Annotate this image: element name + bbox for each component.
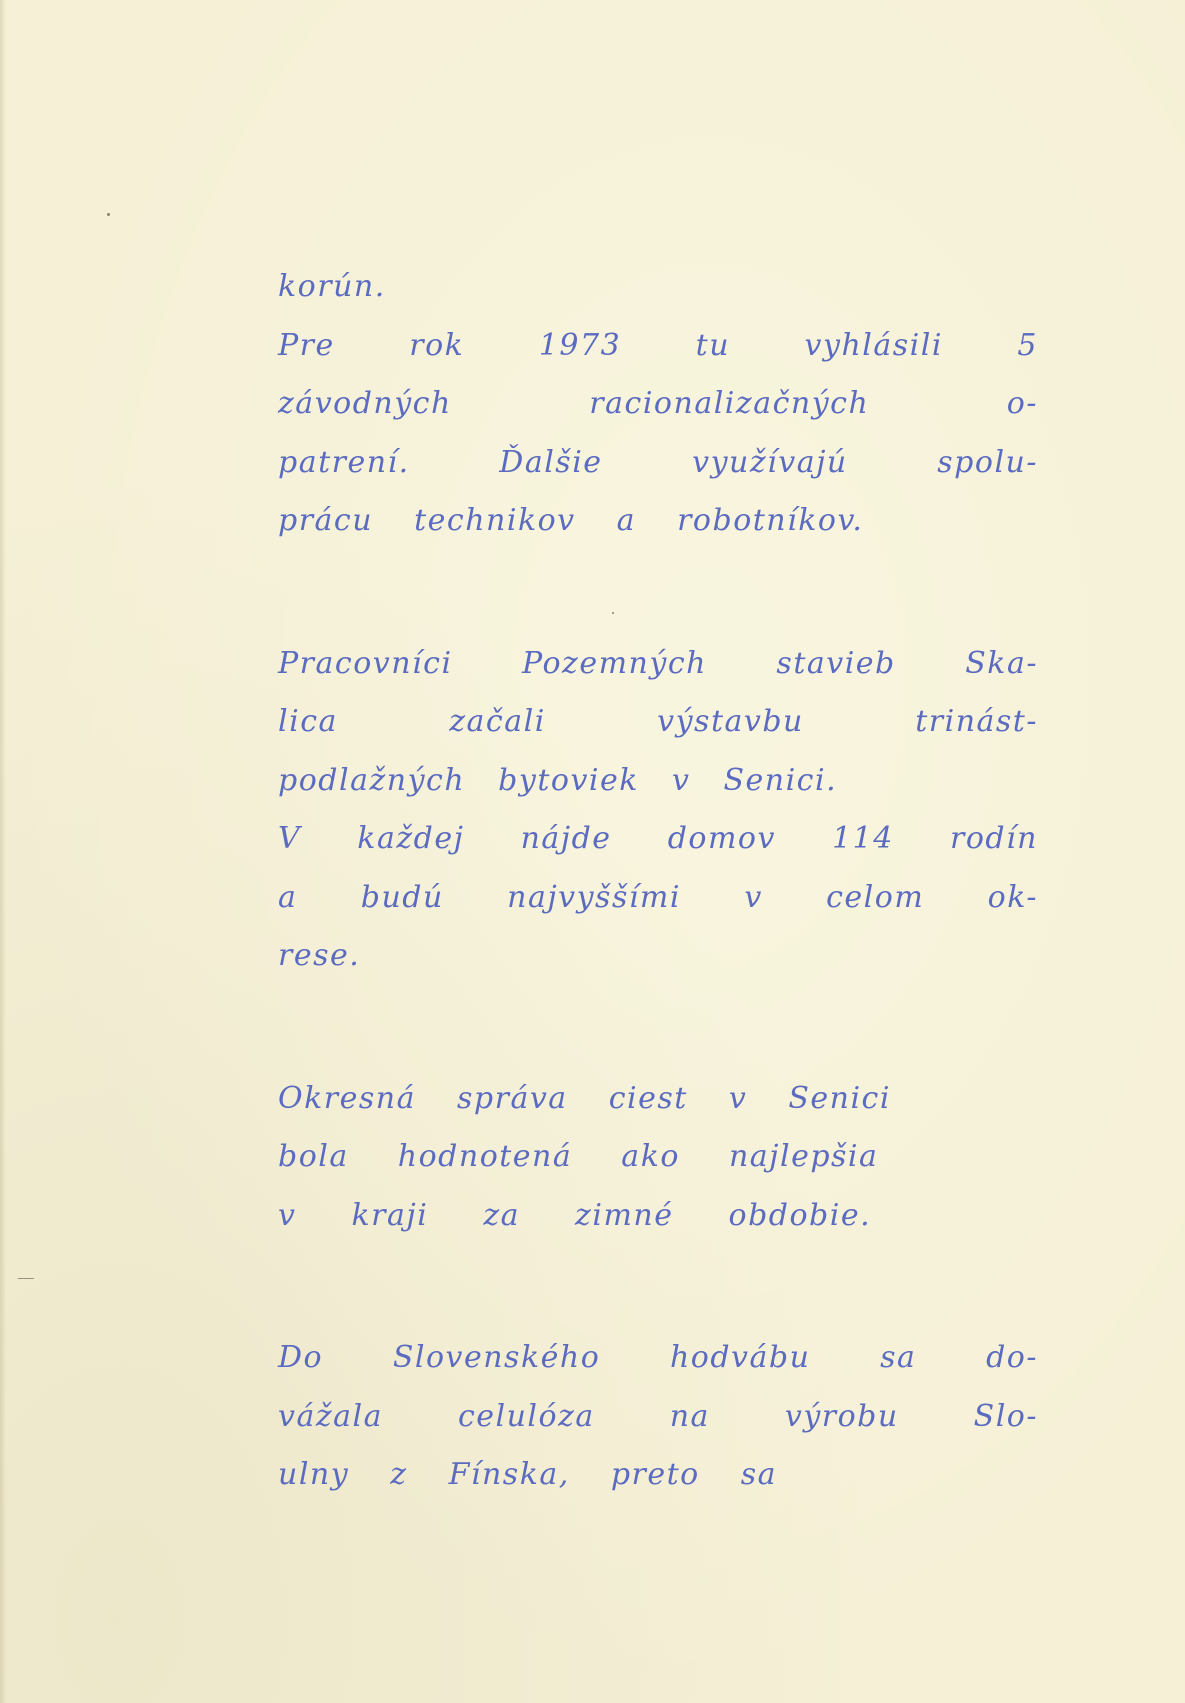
text-line: Pracovníci Pozemných stavieb Ska- (278, 645, 1038, 681)
page-edge-shadow (0, 0, 6, 1703)
text-line: ulny z Fínska, preto sa (278, 1457, 778, 1492)
paragraph-gap (278, 551, 1038, 635)
text-line: Okresná správa ciest v Senici (278, 1080, 891, 1116)
margin-mark (18, 1278, 34, 1279)
text-line: vážala celulóza na výrobu Slo- (278, 1398, 1038, 1434)
text-line: korún. (278, 269, 386, 304)
text-line: podlažných bytoviek v Senici. (278, 762, 838, 798)
text-line: prácu technikov a robotníkov. (278, 503, 864, 538)
paragraph-1 (278, 258, 1038, 551)
handwritten-text (278, 258, 1038, 1505)
text-line: Pre rok 1973 tu vyhlásili 5 (278, 327, 1038, 363)
paragraph-4 (278, 1329, 1038, 1505)
text-line: závodných racionalizačných o- (278, 386, 1038, 421)
text-line: a budú najvyššími v celom ok- (278, 879, 1038, 915)
text-line: V každej nájde domov 114 rodín (278, 821, 1038, 856)
paragraph-3 (278, 1070, 1038, 1246)
text-line: patrení. Ďalšie využívajú spolu- (278, 444, 1038, 480)
text-line: rese. (278, 938, 361, 973)
paragraph-gap (278, 1245, 1038, 1329)
text-line: Do Slovenského hodvábu sa do- (278, 1340, 1038, 1375)
paragraph-gap (278, 986, 1038, 1070)
text-line: v kraji za zimné obdobie. (278, 1197, 872, 1233)
paper-speck (107, 213, 110, 216)
text-line: bola hodnotená ako najlepšia (278, 1139, 879, 1174)
paragraph-2 (278, 635, 1038, 986)
text-line: lica začali výstavbu trinást- (278, 704, 1038, 739)
